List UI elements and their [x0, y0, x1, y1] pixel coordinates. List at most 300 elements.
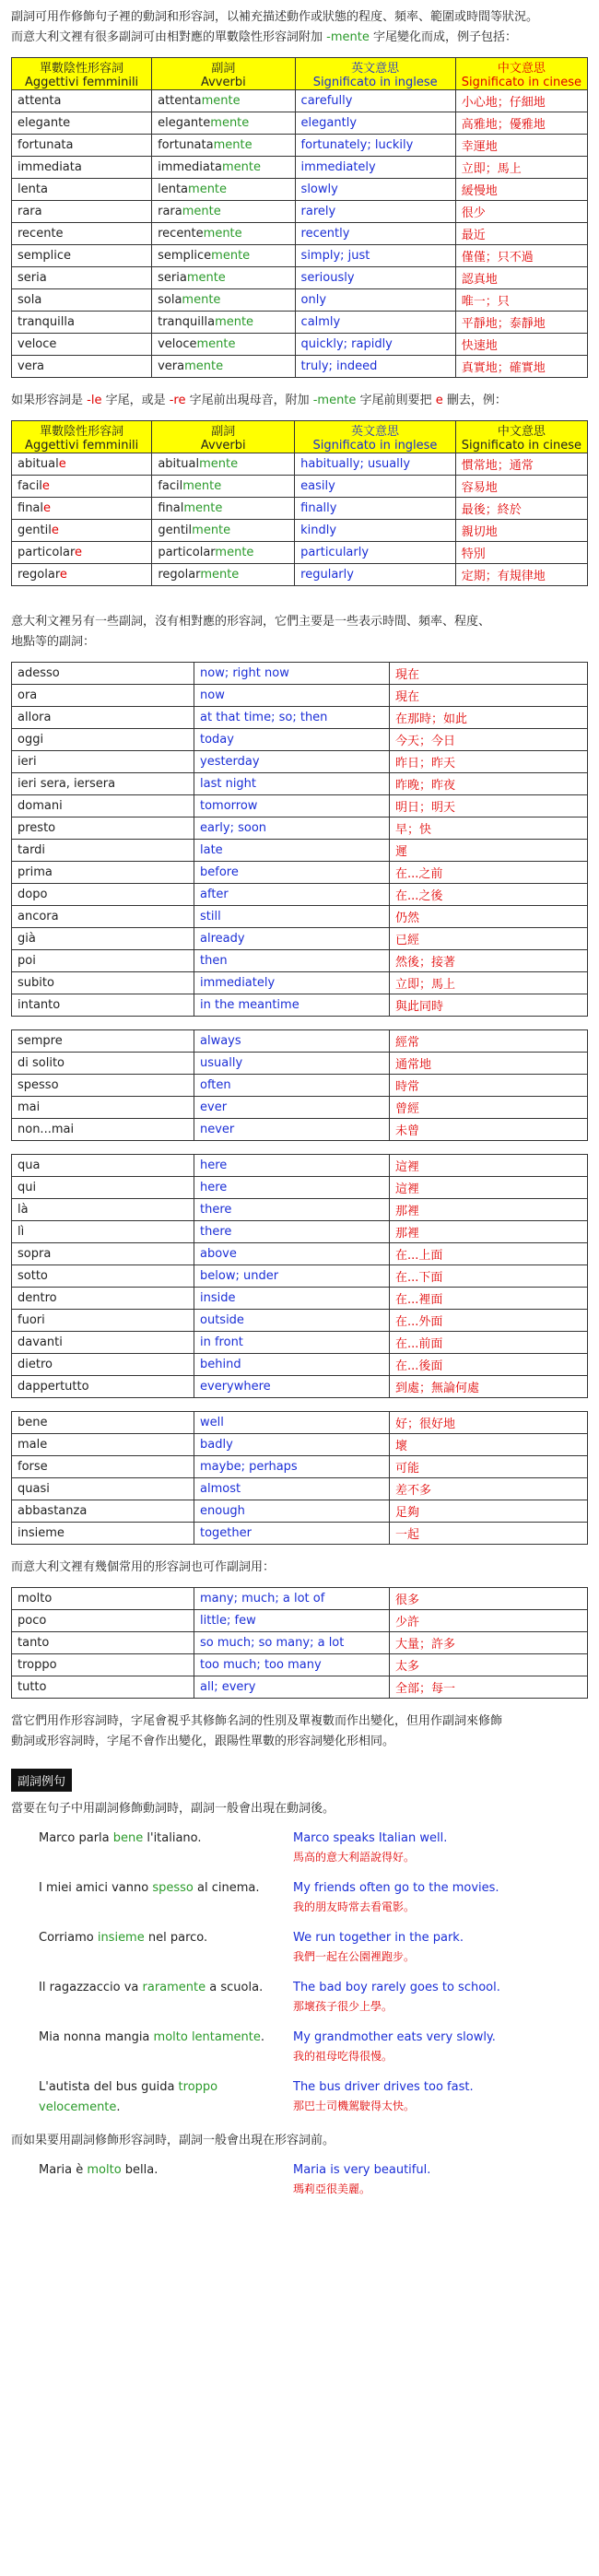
example-sentence [11, 1829, 588, 1865]
italian-cell: dentro [12, 1288, 194, 1310]
adjective-position-note: 而如果要用副詞修飾形容詞時，副詞一般會出現在形容詞前。 [11, 2134, 335, 2147]
table-row [12, 356, 588, 378]
chinese-cell: 仍然 [390, 906, 588, 928]
italian-cell: forse [12, 1456, 194, 1478]
english-cell: many; much; a lot of [194, 1588, 390, 1610]
italian-cell: spesso [12, 1075, 194, 1097]
italian-cell: tutto [12, 1676, 194, 1699]
english-cell: simply; just [295, 245, 455, 267]
english-cell: here [194, 1177, 390, 1199]
italian-cell: oggi [12, 729, 194, 751]
chinese-cell: 全部；每一 [390, 1676, 588, 1699]
table-row [12, 729, 588, 751]
other-adverbs-paragraph: 意大利文裡另有一些副詞，沒有相對應的形容詞，它們主要是一些表示時間、頻率、程度、 地點等的副詞： [11, 615, 491, 649]
italian-cell: poi [12, 950, 194, 972]
table-row [12, 520, 588, 542]
table-row [12, 112, 588, 135]
example-italian: Mia nonna mangia molto lentamente. [39, 2030, 264, 2044]
italian-cell: ancora [12, 906, 194, 928]
adverb-cell: lentamente [152, 179, 295, 201]
chinese-cell: 未曾 [390, 1119, 588, 1141]
table-row [12, 1500, 588, 1523]
table-row [12, 840, 588, 862]
adverb-cell: regolarmente [152, 564, 295, 586]
example-sentence [11, 1928, 588, 1965]
place-adverbs-table [11, 1154, 588, 1398]
english-cell: still [194, 906, 390, 928]
english-cell: rarely [295, 201, 455, 223]
table-row [12, 312, 588, 334]
table-row [12, 1523, 588, 1545]
chinese-cell: 曾經 [390, 1097, 588, 1119]
example-chinese: 我的朋友時常去看電影。 [293, 1900, 416, 1913]
italian-cell: lì [12, 1221, 194, 1243]
english-cell: fortunately; luckily [295, 135, 455, 157]
italian-cell: sempre [12, 1030, 194, 1053]
intro-line2c: 字尾變化而成，例子包括： [369, 30, 517, 44]
verb-position-note: 當要在句子中用副詞修飾動詞時，副詞一般會出現在動詞後。 [11, 1802, 335, 1816]
example-italian: Il ragazzaccio va raramente a scuola. [39, 1981, 264, 1994]
chinese-cell: 唯一；只 [455, 289, 587, 312]
header-adv: 副詞 Avverbi [152, 58, 295, 90]
table-row [12, 884, 588, 906]
italian-cell: prima [12, 862, 194, 884]
section-title-examples: 副詞例句 [11, 1769, 72, 1792]
table-row [12, 267, 588, 289]
chinese-cell: 昨晚；昨夜 [390, 773, 588, 795]
table-row [12, 1434, 588, 1456]
examples-verbs [11, 1829, 588, 2118]
chinese-cell: 容易地 [455, 476, 587, 498]
italian-cell: ieri [12, 751, 194, 773]
adjective-cell: sola [12, 289, 152, 312]
italian-cell: insieme [12, 1523, 194, 1545]
english-cell: above [194, 1243, 390, 1265]
table-row [12, 707, 588, 729]
table-row [12, 223, 588, 245]
table-row [12, 179, 588, 201]
italian-cell: mai [12, 1097, 194, 1119]
english-cell: here [194, 1155, 390, 1177]
english-cell: often [194, 1075, 390, 1097]
adjective-cell: regolare [12, 564, 152, 586]
table-row [12, 751, 588, 773]
english-cell: yesterday [194, 751, 390, 773]
adverb-table-le-re [11, 420, 588, 586]
english-cell: usually [194, 1053, 390, 1075]
adverb-cell: seriamente [152, 267, 295, 289]
english-cell: too much; too many [194, 1654, 390, 1676]
italian-cell: dopo [12, 884, 194, 906]
table-row [12, 928, 588, 950]
adjective-cell: fortunata [12, 135, 152, 157]
chinese-cell: 足夠 [390, 1500, 588, 1523]
adverb-cell: elegantemente [152, 112, 295, 135]
italian-cell: là [12, 1199, 194, 1221]
adjective-cell: seria [12, 267, 152, 289]
example-translation [293, 2077, 474, 2118]
table-row [12, 476, 588, 498]
english-cell: recently [295, 223, 455, 245]
table-row [12, 817, 588, 840]
english-cell: maybe; perhaps [194, 1456, 390, 1478]
example-sentence [11, 1978, 588, 2015]
table-row [12, 1097, 588, 1119]
example-english: Marco speaks Italian well. [293, 1831, 448, 1845]
chinese-cell: 遲 [390, 840, 588, 862]
chinese-cell: 少許 [390, 1610, 588, 1632]
chinese-cell: 在...後面 [390, 1354, 588, 1376]
chinese-cell: 這裡 [390, 1155, 588, 1177]
chinese-cell: 早；快 [390, 817, 588, 840]
italian-cell: allora [12, 707, 194, 729]
english-cell: all; every [194, 1676, 390, 1699]
chinese-cell: 一起 [390, 1523, 588, 1545]
chinese-cell: 慣常地；通常 [455, 453, 587, 476]
table-row [12, 1288, 588, 1310]
table-row [12, 685, 588, 707]
english-cell: now; right now [194, 663, 390, 685]
english-cell: after [194, 884, 390, 906]
chinese-cell: 已經 [390, 928, 588, 950]
italian-cell: tardi [12, 840, 194, 862]
example-english: The bus driver drives too fast. [293, 2080, 474, 2094]
table-row [12, 1155, 588, 1177]
example-sentence [11, 2028, 588, 2064]
table-row [12, 1221, 588, 1243]
chinese-cell: 然後；接著 [390, 950, 588, 972]
chinese-cell: 在...裡面 [390, 1288, 588, 1310]
adjective-cell: abituale [12, 453, 152, 476]
table-row [12, 334, 588, 356]
english-cell: habitually; usually [295, 453, 456, 476]
chinese-cell: 壞 [390, 1434, 588, 1456]
chinese-cell: 最後；終於 [455, 498, 587, 520]
adjective-cell: particolare [12, 542, 152, 564]
chinese-cell: 僅僅；只不過 [455, 245, 587, 267]
english-cell: before [194, 862, 390, 884]
chinese-cell: 今天；今日 [390, 729, 588, 751]
table-row [12, 1053, 588, 1075]
english-cell: today [194, 729, 390, 751]
table-row [12, 1030, 588, 1053]
intro-line2a: 而意大利文裡有很多副詞可由相對應的單數陰性形容詞附加 [11, 30, 327, 44]
chinese-cell: 高雅地；優雅地 [455, 112, 587, 135]
header-en: 英文意思 Significato in inglese [295, 58, 455, 90]
english-cell: regularly [295, 564, 456, 586]
header-en: 英文意思 Significato in inglese [295, 421, 456, 453]
header-zh: 中文意思 Significato in cinese [455, 58, 587, 90]
adverb-cell: immediatamente [152, 157, 295, 179]
adverb-cell: fortunatamente [152, 135, 295, 157]
chinese-cell: 在...上面 [390, 1243, 588, 1265]
english-cell: always [194, 1030, 390, 1053]
adjective-as-adverb-paragraph: 而意大利文裡有幾個常用的形容詞也可作副詞用： [11, 1560, 276, 1574]
english-cell: early; soon [194, 817, 390, 840]
table-row [12, 1265, 588, 1288]
italian-cell: dappertutto [12, 1376, 194, 1398]
adjective-cell: semplice [12, 245, 152, 267]
adjective-cell: facile [12, 476, 152, 498]
example-chinese: 那巴士司機駕駛得太快。 [293, 2100, 416, 2112]
chinese-cell: 那裡 [390, 1221, 588, 1243]
english-cell: particularly [295, 542, 456, 564]
italian-cell: intanto [12, 994, 194, 1017]
intro-paragraph [11, 7, 588, 48]
table-row [12, 1310, 588, 1332]
chinese-cell: 時常 [390, 1075, 588, 1097]
chinese-cell: 立即；馬上 [390, 972, 588, 994]
example-english: My friends often go to the movies. [293, 1881, 499, 1895]
time-adverbs-table [11, 662, 588, 1017]
example-sentence [11, 2077, 588, 2118]
adverb-cell: semplicemente [152, 245, 295, 267]
english-cell: in the meantime [194, 994, 390, 1017]
example-italian: Corriamo insieme nel parco. [39, 1931, 208, 1945]
table-row [12, 1478, 588, 1500]
adverb-cell: abitualmente [152, 453, 295, 476]
adjective-cell: rara [12, 201, 152, 223]
rule-le-re: 如果形容詞是 -le 字尾，或是 -re 字尾前出現母音，附加 -mente 字尾前則要把 e 刪去，例： [11, 394, 507, 407]
italian-cell: davanti [12, 1332, 194, 1354]
chinese-cell: 很多 [390, 1588, 588, 1610]
adverb-cell: gentilmente [152, 520, 295, 542]
chinese-cell: 大量；許多 [390, 1632, 588, 1654]
table-row [12, 1199, 588, 1221]
frequency-adverbs-table [11, 1029, 588, 1141]
english-cell: late [194, 840, 390, 862]
adverb-cell: raramente [152, 201, 295, 223]
english-cell: immediately [194, 972, 390, 994]
example-translation [293, 1878, 499, 1915]
chinese-cell: 在...前面 [390, 1332, 588, 1354]
italian-cell: subito [12, 972, 194, 994]
adjective-cell: vera [12, 356, 152, 378]
header-zh: 中文意思 Significato in cinese [455, 421, 587, 453]
italian-cell: domani [12, 795, 194, 817]
english-cell: seriously [295, 267, 455, 289]
english-cell: already [194, 928, 390, 950]
italian-cell: ora [12, 685, 194, 707]
adverb-cell: particolarmente [152, 542, 295, 564]
italian-cell: qua [12, 1155, 194, 1177]
example-translation [293, 1928, 464, 1965]
adverb-table-mente [11, 57, 588, 378]
header-adj: 單數陰性形容詞 Aggettivi femminili [12, 58, 152, 90]
english-cell: only [295, 289, 455, 312]
example-chinese: 我們一起在公園裡跑步。 [293, 1950, 416, 1963]
english-cell: there [194, 1221, 390, 1243]
quantity-adverbs-table [11, 1587, 588, 1699]
invariable-note: 當它們用作形容詞時，字尾會視乎其修飾名詞的性別及單複數而作出變化，但用作副詞來修飾 動詞或形容詞時，字尾不會作出變化，跟陽性單數的形容詞變化形相同。 [11, 1714, 503, 1748]
example-translation [293, 1829, 447, 1865]
adverb-cell: recentemente [152, 223, 295, 245]
adjective-cell: lenta [12, 179, 152, 201]
chinese-cell: 平靜地；泰靜地 [455, 312, 587, 334]
table-row [12, 972, 588, 994]
table-header-row [12, 421, 588, 453]
example-english: We run together in the park. [293, 1931, 464, 1945]
italian-cell: qui [12, 1177, 194, 1199]
italian-cell: già [12, 928, 194, 950]
chinese-cell: 最近 [455, 223, 587, 245]
table-row [12, 950, 588, 972]
english-cell: everywhere [194, 1376, 390, 1398]
adverb-cell: facilmente [152, 476, 295, 498]
table-row [12, 906, 588, 928]
english-cell: outside [194, 1310, 390, 1332]
italian-cell: sotto [12, 1265, 194, 1288]
english-cell: inside [194, 1288, 390, 1310]
english-cell: in front [194, 1332, 390, 1354]
table-row [12, 135, 588, 157]
chinese-cell: 經常 [390, 1030, 588, 1053]
italian-cell: presto [12, 817, 194, 840]
table-row [12, 1610, 588, 1632]
header-adv: 副詞 Avverbi [152, 421, 295, 453]
chinese-cell: 在...外面 [390, 1310, 588, 1332]
italian-cell: tanto [12, 1632, 194, 1654]
table-row [12, 994, 588, 1017]
italian-cell: troppo [12, 1654, 194, 1676]
table-row [12, 1243, 588, 1265]
italian-cell: dietro [12, 1354, 194, 1376]
english-cell: now [194, 685, 390, 707]
italian-cell: abbastanza [12, 1500, 194, 1523]
italian-cell: non...mai [12, 1119, 194, 1141]
table-row [12, 564, 588, 586]
example-english: Maria is very beautiful. [293, 2163, 431, 2177]
table-row [12, 1119, 588, 1141]
english-cell: there [194, 1199, 390, 1221]
adverb-cell: solamente [152, 289, 295, 312]
table-row [12, 498, 588, 520]
table-row [12, 1075, 588, 1097]
table-row [12, 1332, 588, 1354]
english-cell: carefully [295, 90, 455, 112]
chinese-cell: 特別 [455, 542, 587, 564]
table-row [12, 1676, 588, 1699]
example-translation [293, 2028, 496, 2064]
english-cell: finally [295, 498, 456, 520]
example-english: My grandmother eats very slowly. [293, 2030, 496, 2044]
chinese-cell: 快速地 [455, 334, 587, 356]
english-cell: truly; indeed [295, 356, 455, 378]
english-cell: together [194, 1523, 390, 1545]
english-cell: elegantly [295, 112, 455, 135]
italian-cell: poco [12, 1610, 194, 1632]
italian-cell: sopra [12, 1243, 194, 1265]
chinese-cell: 昨日；昨天 [390, 751, 588, 773]
table-row [12, 795, 588, 817]
table-row [12, 773, 588, 795]
italian-cell: di solito [12, 1053, 194, 1075]
adverb-cell: attentamente [152, 90, 295, 112]
chinese-cell: 認真地 [455, 267, 587, 289]
example-chinese: 那壞孩子很少上學。 [293, 2000, 393, 2013]
chinese-cell: 到處；無論何處 [390, 1376, 588, 1398]
italian-cell: quasi [12, 1478, 194, 1500]
english-cell: well [194, 1412, 390, 1434]
chinese-cell: 幸運地 [455, 135, 587, 157]
example-english: The bad boy rarely goes to school. [293, 1981, 500, 1994]
intro-line1: 副詞可用作修飾句子裡的動詞和形容詞，以補充描述動作或狀態的程度、頻率、範圍或時間等狀況。 [11, 10, 539, 24]
adverb-cell: finalmente [152, 498, 295, 520]
chinese-cell: 在...之後 [390, 884, 588, 906]
english-cell: immediately [295, 157, 455, 179]
table-row [12, 1376, 588, 1398]
adjective-cell: immediata [12, 157, 152, 179]
chinese-cell: 定期；有規律地 [455, 564, 587, 586]
table-row [12, 542, 588, 564]
chinese-cell: 太多 [390, 1654, 588, 1676]
example-italian: L'autista del bus guida troppo velocemente. [39, 2080, 218, 2114]
chinese-cell: 小心地；仔細地 [455, 90, 587, 112]
example-chinese: 瑪莉亞很美麗。 [293, 2182, 371, 2195]
table-row [12, 1354, 588, 1376]
english-cell: badly [194, 1434, 390, 1456]
example-italian: Maria è molto bella. [39, 2163, 159, 2177]
english-cell: below; under [194, 1265, 390, 1288]
adjective-cell: gentile [12, 520, 152, 542]
chinese-cell: 親切地 [455, 520, 587, 542]
table-header-row [12, 58, 588, 90]
english-cell: behind [194, 1354, 390, 1376]
example-chinese: 我的祖母吃得很慢。 [293, 2050, 393, 2063]
chinese-cell: 在...下面 [390, 1265, 588, 1288]
example-sentence [11, 1878, 588, 1915]
english-cell: calmly [295, 312, 455, 334]
english-cell: slowly [295, 179, 455, 201]
table-row [12, 1456, 588, 1478]
table-row [12, 1177, 588, 1199]
english-cell: quickly; rapidly [295, 334, 455, 356]
table-row [12, 289, 588, 312]
chinese-cell: 可能 [390, 1456, 588, 1478]
italian-cell: male [12, 1434, 194, 1456]
italian-cell: adesso [12, 663, 194, 685]
adverb-cell: veramente [152, 356, 295, 378]
table-row [12, 453, 588, 476]
chinese-cell: 差不多 [390, 1478, 588, 1500]
italian-cell: molto [12, 1588, 194, 1610]
english-cell: so much; so many; a lot [194, 1632, 390, 1654]
english-cell: enough [194, 1500, 390, 1523]
adjective-cell: finale [12, 498, 152, 520]
chinese-cell: 這裡 [390, 1177, 588, 1199]
table-row [12, 245, 588, 267]
chinese-cell: 好；很好地 [390, 1412, 588, 1434]
table-row [12, 663, 588, 685]
italian-cell: ieri sera, iersera [12, 773, 194, 795]
example-italian: Marco parla bene l'italiano. [39, 1831, 202, 1845]
english-cell: never [194, 1119, 390, 1141]
english-cell: easily [295, 476, 456, 498]
chinese-cell: 現在 [390, 685, 588, 707]
header-adj: 單數陰性形容詞 Aggettivi femminili [12, 421, 152, 453]
example-translation [293, 1978, 500, 2015]
chinese-cell: 與此同時 [390, 994, 588, 1017]
english-cell: at that time; so; then [194, 707, 390, 729]
chinese-cell: 在那時；如此 [390, 707, 588, 729]
adverb-cell: tranquillamente [152, 312, 295, 334]
example-italian: I miei amici vanno spesso al cinema. [39, 1881, 260, 1895]
adjective-cell: recente [12, 223, 152, 245]
table-row [12, 90, 588, 112]
english-cell: kindly [295, 520, 456, 542]
mente-suffix: -mente [326, 30, 370, 44]
chinese-cell: 通常地 [390, 1053, 588, 1075]
